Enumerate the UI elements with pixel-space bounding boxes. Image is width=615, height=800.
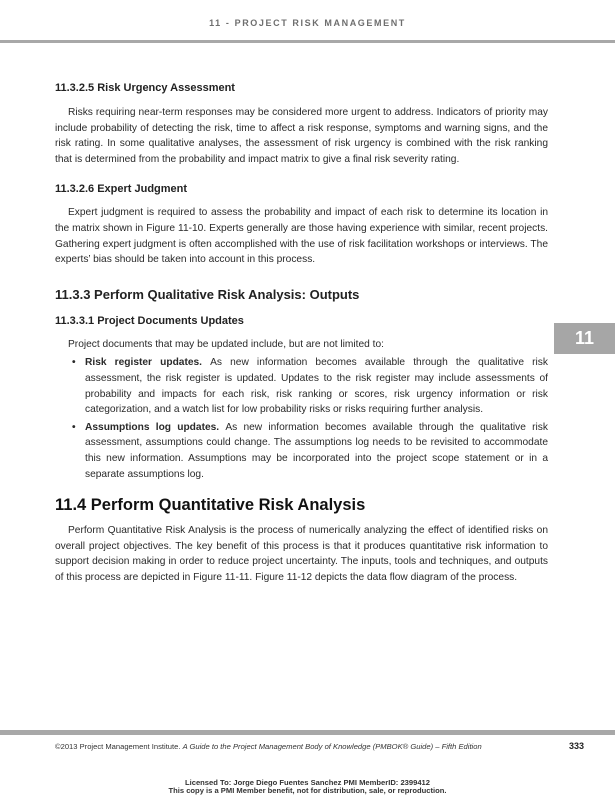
paragraph-risk-urgency: Risks requiring near-term responses may be considered more urgent to address. Indicators of priority may include probability of detecting the risk, time to affect a risk response, symptoms and warning signs, and the risk rating. In some qualitative analyses, the assessment of risk urgency is combined with the risk ranking that is determined from the probability and impact matrix to give a final risk severity rating. bbox=[55, 107, 548, 165]
license-notice bbox=[0, 779, 615, 795]
list-item-term: Assumptions log updates. bbox=[85, 421, 226, 433]
heading-11-3-2-5: 11.3.2.5 Risk Urgency Assessment bbox=[55, 82, 235, 94]
footer-book-title: A Guide to the Project Management Body of Knowledge (PMBOK® Guide) – Fifth Edition bbox=[182, 742, 482, 751]
list-item-text: As new information becomes available through the qualitative risk assessment, the risk register is updated. Updates to the risk register may include assessments of probability and impacts for each risk, risk ranking or scores, risk urgency information or risk categorization, and a watch list for low probability risks or risks requiring further analysis. bbox=[85, 357, 548, 416]
heading-11-4: 11.4 Perform Quantitative Risk Analysis bbox=[55, 496, 366, 515]
license-line-1: Licensed To: Jorge Diego Fuentes Sanchez PMI MemberID: 2399412 bbox=[184, 778, 431, 787]
footer-citation bbox=[55, 742, 482, 751]
list-item bbox=[72, 355, 548, 417]
bullet-marker: • bbox=[72, 357, 76, 369]
header-divider bbox=[0, 40, 615, 43]
running-header: 11 - PROJECT RISK MANAGEMENT bbox=[209, 18, 406, 28]
bullet-marker: • bbox=[72, 421, 76, 433]
footer-copyright: ©2013 Project Management Institute. bbox=[55, 742, 183, 751]
heading-11-3-3-1: 11.3.3.1 Project Documents Updates bbox=[55, 314, 244, 327]
updates-list bbox=[55, 355, 548, 482]
paragraph-expert-judgment: Expert judgment is required to assess the probability and impact of each risk to determine its location in the matrix shown in Figure 11-10. Experts generally are those having experience with similar, recent projects. Gathering expert judgment is often accomplished with the use of risk facilitation workshops or interviews. The experts’ bias should be taken into account in this process. bbox=[55, 207, 548, 266]
page-number: 333 bbox=[568, 741, 584, 751]
page-content bbox=[55, 82, 548, 585]
list-item-term: Risk register updates. bbox=[85, 357, 211, 369]
footer-divider bbox=[0, 730, 615, 735]
license-line-2: This copy is a PMI Member benefit, not for distribution, sale, or reproduction. bbox=[168, 786, 447, 795]
heading-11-3-2-6: 11.3.2.6 Expert Judgment bbox=[55, 183, 188, 196]
paragraph-documents-intro: Project documents that may be updated include, but are not limited to: bbox=[68, 338, 384, 350]
list-item bbox=[72, 420, 548, 482]
heading-11-3-3: 11.3.3 Perform Qualitative Risk Analysis: Outputs bbox=[55, 286, 360, 302]
list-item-text: As new information becomes available through the qualitative risk assessment, assumptions could change. The assumptions log needs to be revisited to accommodate this new information. Assumptions may be incorporated into the project scope statement or in a separate assumptions log. bbox=[85, 421, 548, 480]
chapter-tab: 11 bbox=[554, 323, 615, 354]
paragraph-quantitative-analysis: Perform Quantitative Risk Analysis is the process of numerically analyzing the effect of identified risks on overall project objectives. The key benefit of this process is that it produces quantitative risk information to support decision making in order to reduce project uncertainty. The inputs, tools and techniques, and outputs of this process are depicted in Figure 11-11. Figure 11-12 depicts the data flow diagram of the process. bbox=[55, 525, 548, 583]
